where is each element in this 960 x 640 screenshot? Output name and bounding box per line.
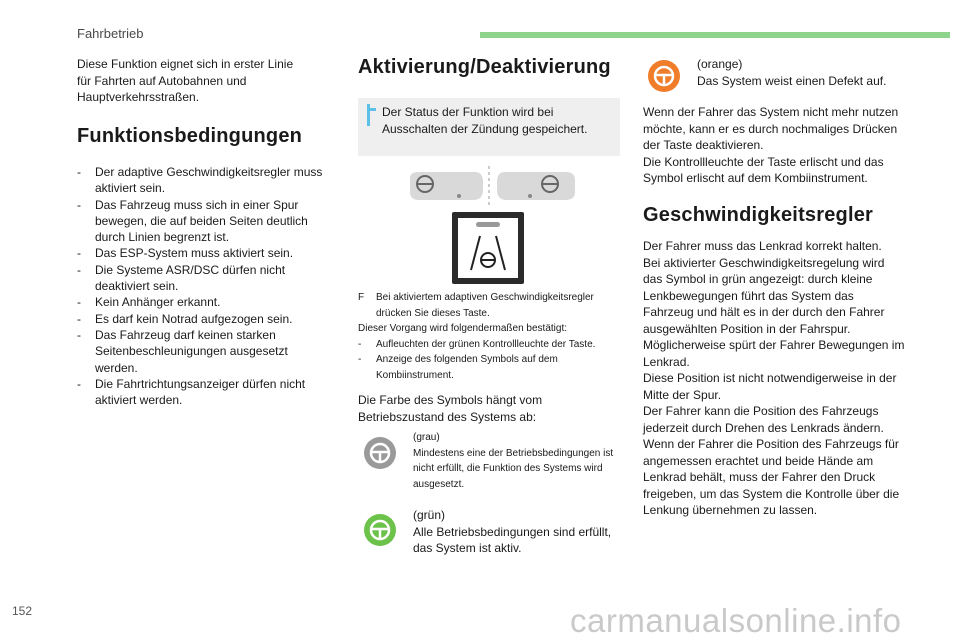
condition-item (77, 327, 332, 376)
regler-paragraph: Der Fahrer muss das Lenkrad korrekt halten. (643, 239, 882, 253)
list-dash: - (77, 295, 81, 310)
condition-text: Es darf kein Notrad aufgezogen sein. (95, 311, 293, 326)
condition-item (77, 376, 332, 409)
state-green-text: Alle Betriebsbedingungen sind erfüllt, das System ist aktiv. (413, 524, 612, 555)
lane-assist-button (452, 212, 524, 284)
list-dash: - (77, 311, 81, 326)
steering-wheel-orange-icon (648, 60, 680, 92)
confirm-text: Aufleuchten der grünen Kontrollleuchte der Taste. (376, 338, 596, 350)
condition-text: Das Fahrzeug muss sich in einer Spur bewegen, die auf beiden Seiten deutlich durch Linien begrenzt ist. (95, 197, 308, 245)
page-number: 152 (12, 604, 33, 618)
state-green-label: (grün) (413, 508, 446, 522)
info-box (358, 98, 620, 156)
regler-paragraph: Wenn der Fahrer die Position des Fahrzeugs für angemessen erachtet und beide Hände am Lenkrad behält, muss der Fahrer den Druck freigeben, um das System die Kontrolle über die Lenkung übernehmen zu lassen. (643, 437, 900, 517)
condition-item (77, 197, 332, 246)
condition-text: Das ESP-System muss aktiviert sein. (95, 246, 294, 261)
list-dash: - (358, 338, 362, 350)
deactivate-p1: Wenn der Fahrer das System nicht mehr nutzen möchte, kann er es durch nochmaliges Drücken der Taste deaktivieren. (643, 105, 899, 152)
condition-text: Die Systeme ASR/DSC dürfen nicht deaktiviert sein. (95, 262, 286, 294)
regler-paragraph: Bei aktivierter Geschwindigkeitsregelung wird das Symbol in grün angezeigt: durch kleine Lenkbewegungen führt das System das Fahrzeug und hält es in der durch den Fahrer ausgewählten Position in der Fahrspur. (643, 255, 885, 336)
state-orange (697, 56, 907, 89)
confirm-text: Anzeige des folgenden Symbols auf dem Kombiinstrument. (376, 354, 558, 381)
list-dash: - (358, 354, 362, 365)
steering-wheel-green-icon (364, 514, 396, 546)
press-text: Bei aktiviertem adaptiven Geschwindigkeitsregler drücken Sie dieses Taste. (376, 292, 594, 319)
confirm-item (358, 352, 620, 383)
heading-geschwindigkeitsregler: Geschwindigkeitsregler (643, 204, 874, 226)
button-illustration (405, 160, 585, 290)
condition-text: Der adaptive Geschwindigkeitsregler muss aktiviert sein. (95, 165, 323, 196)
info-icon-top (367, 108, 376, 111)
condition-item (77, 262, 332, 295)
info-text: Der Status der Funktion wird bei Ausschalten der Zündung gespeichert. (382, 105, 588, 136)
conditions-list (77, 164, 332, 408)
confirm-item (358, 337, 620, 353)
state-orange-label: (orange) (697, 57, 743, 71)
steering-wheel-gray-icon (364, 437, 396, 469)
regler-paragraph: Der Fahrer kann die Position des Fahrzeugs jederzeit durch Drehen des Lenkrads ändern. (643, 404, 884, 435)
condition-text: Das Fahrzeug darf keinen starken Seitenbeschleunigungen ausgesetzt werden. (95, 327, 288, 375)
condition-item (77, 311, 332, 327)
section-title: Fahrbetrieb (77, 26, 144, 41)
intro-paragraph: Diese Funktion eignet sich in erster Linie für Fahrten auf Autobahnen und Hauptverkehrsstraßen. (77, 57, 294, 104)
condition-item (77, 294, 332, 310)
deactivate-paragraph (643, 104, 905, 187)
state-green (413, 507, 623, 557)
state-gray-text: Mindestens eine der Betriebsbedingungen ist nicht erfüllt, die Funktion des Systems wird ausgesetzt. (413, 447, 614, 490)
right-stalk (497, 172, 575, 200)
left-stalk (410, 172, 483, 200)
list-dash: - (77, 246, 81, 261)
condition-text: Kein Anhänger erkannt. (95, 295, 221, 310)
heading-funktionsbedingungen: Funktionsbedingungen (77, 125, 303, 147)
deactivate-p2: Die Kontrollleuchte der Taste erlischt und das Symbol erlischt auf dem Kombiinstrument. (643, 154, 884, 185)
list-dash: - (77, 327, 81, 342)
condition-item (77, 245, 332, 261)
heading-aktivierung: Aktivierung/Deaktivierung (358, 56, 611, 78)
confirm-list (358, 337, 620, 384)
watermark: carmanualsonline.info (570, 602, 902, 639)
state-orange-text: Das System weist einen Defekt auf. (697, 73, 887, 88)
state-gray (413, 430, 623, 492)
confirm-intro: Dieser Vorgang wird folgendermaßen bestätigt: (358, 323, 568, 334)
condition-text: Die Fahrtrichtungsanzeiger dürfen nicht aktiviert werden. (95, 376, 306, 408)
list-dash: - (77, 376, 81, 391)
regler-paragraph: Diese Position ist nicht notwendigerweise in der Mitte der Spur. (643, 371, 897, 402)
list-dash: - (77, 262, 81, 277)
list-dash: - (77, 165, 81, 179)
regler-paragraph: Möglicherweise spürt der Fahrer Bewegungen im Lenkrad. (643, 338, 905, 369)
regler-body (643, 238, 905, 519)
header-accent-bar (480, 32, 950, 38)
list-dash: - (77, 197, 81, 212)
press-instruction (358, 290, 620, 383)
condition-item (77, 164, 332, 197)
press-marker: F (358, 292, 365, 303)
state-gray-label: (grau) (413, 432, 440, 443)
color-intro: Die Farbe des Symbols hängt vom Betriebszustand des Systems ab: (358, 393, 543, 424)
